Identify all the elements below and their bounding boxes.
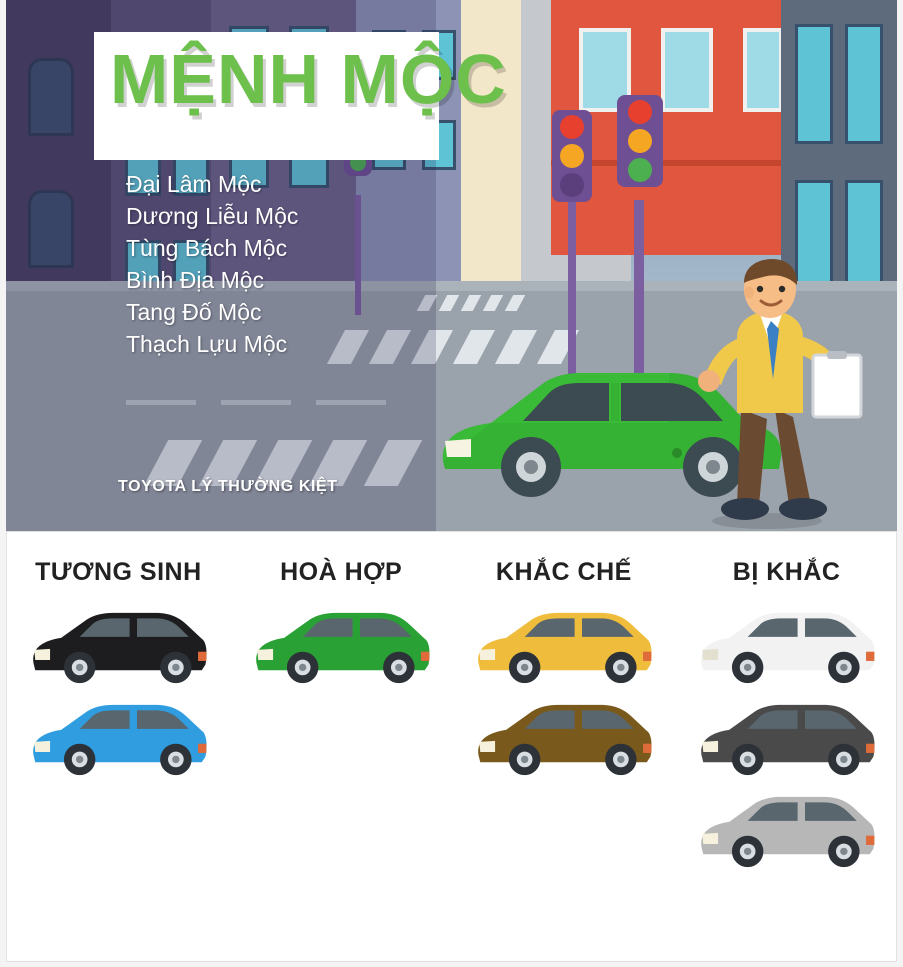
hero-subtitle-item: Thạch Lựu Mộc bbox=[126, 331, 288, 357]
hero-subtitle-item: Đại Lâm Mộc bbox=[126, 171, 262, 197]
compatibility-panel bbox=[6, 531, 897, 962]
hero-subtitle-list bbox=[126, 168, 546, 360]
bulb-red bbox=[628, 100, 652, 124]
car-white bbox=[694, 609, 879, 687]
bulb-yellow bbox=[560, 144, 584, 168]
column-title: BỊ KHẮC bbox=[732, 558, 841, 586]
salesman-figure bbox=[697, 259, 877, 529]
bulb-red bbox=[560, 115, 584, 139]
car-green bbox=[249, 609, 434, 687]
hero-banner bbox=[6, 0, 897, 531]
hero-subtitle-item: Bình Địa Mộc bbox=[126, 267, 265, 293]
column-khac-che bbox=[453, 558, 676, 958]
car-black bbox=[26, 609, 211, 687]
page-title: MỆNH MỘC bbox=[110, 40, 507, 118]
hero-subtitle-item: Tùng Bách Mộc bbox=[126, 235, 288, 261]
bulb-green bbox=[560, 173, 584, 197]
column-title: KHẮC CHẾ bbox=[495, 558, 632, 586]
car-silver bbox=[694, 793, 879, 871]
bulb-green bbox=[628, 158, 652, 182]
column-bi-khac bbox=[675, 558, 898, 958]
bulb-yellow bbox=[628, 129, 652, 153]
car-brown bbox=[471, 701, 656, 779]
car-yellow bbox=[471, 609, 656, 687]
car-blue bbox=[26, 701, 211, 779]
column-title: HOÀ HỢP bbox=[280, 558, 403, 586]
column-hoa-hop bbox=[230, 558, 453, 958]
column-title: TƯƠNG SINH bbox=[35, 558, 202, 586]
column-tuong-sinh bbox=[7, 558, 230, 958]
hero-subtitle-item: Tang Đố Mộc bbox=[126, 299, 262, 325]
brand-label: TOYOTA LÝ THƯỜNG KIỆT bbox=[118, 478, 338, 495]
hero-subtitle-item: Dương Liễu Mộc bbox=[126, 203, 299, 229]
car-darkgrey bbox=[694, 701, 879, 779]
column-container bbox=[7, 558, 898, 958]
